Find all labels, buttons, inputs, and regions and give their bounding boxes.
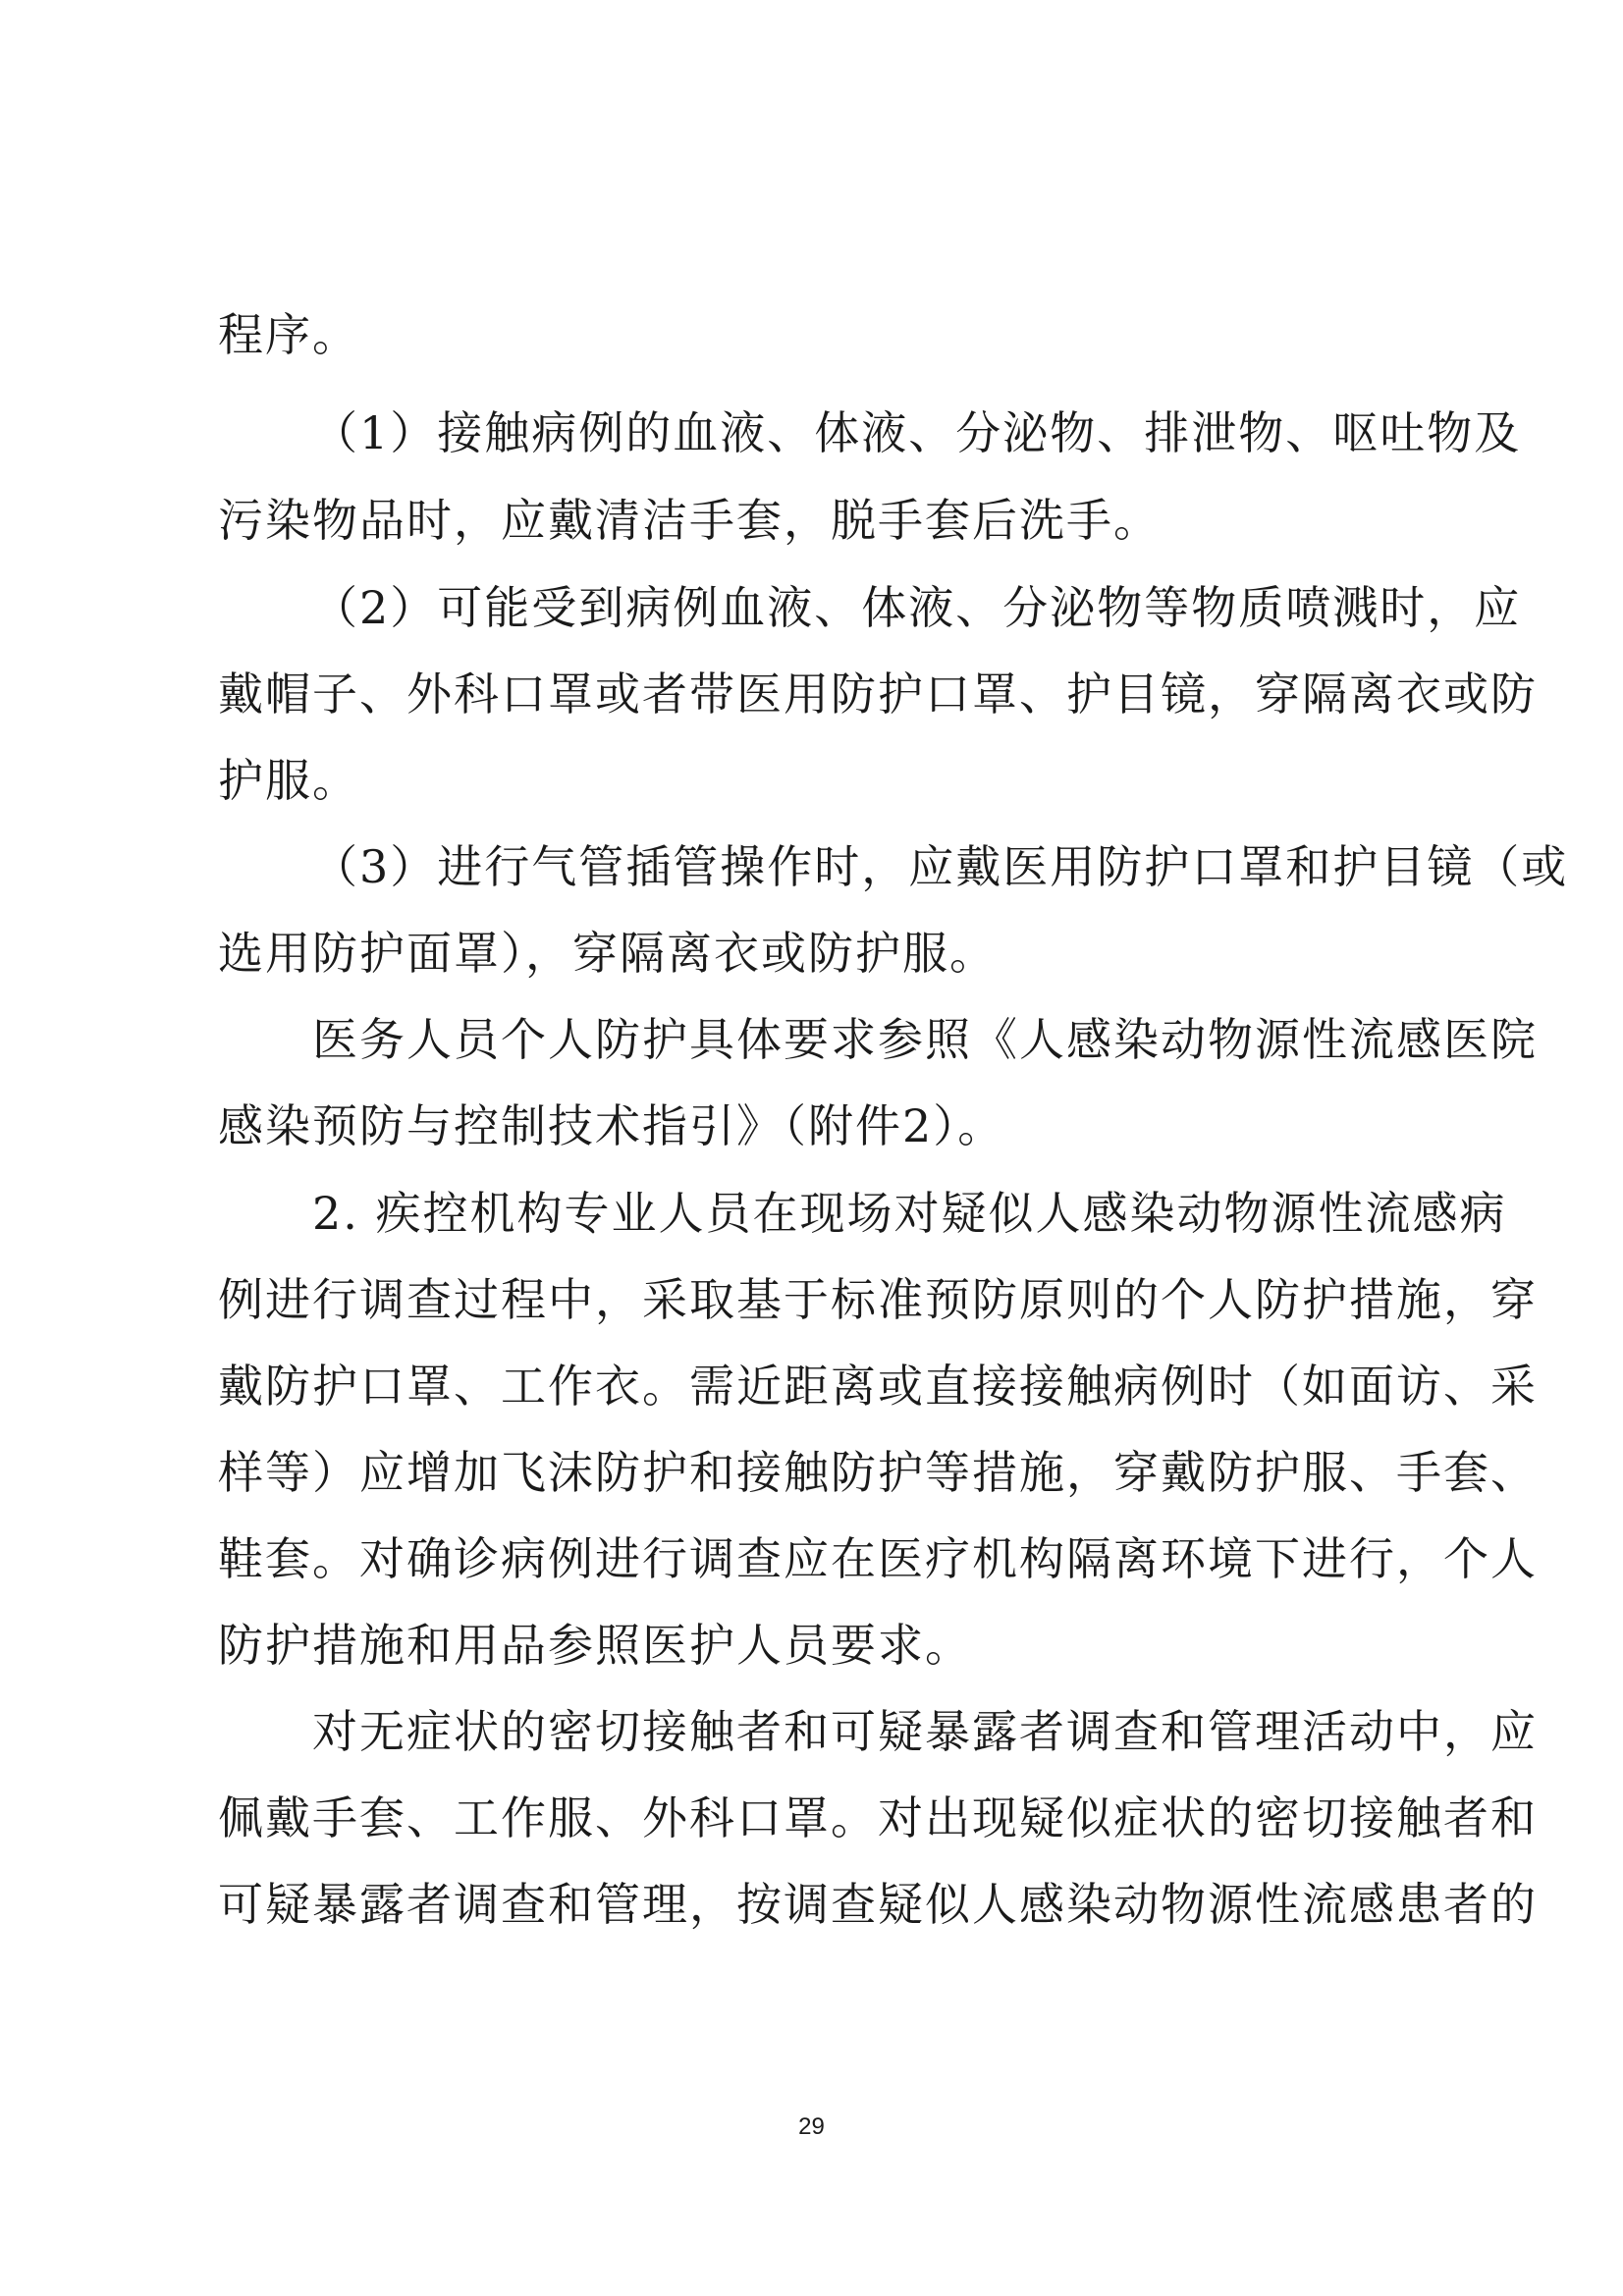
text-line: （1）接触病例的血液、体液、分泌物、排泄物、呕吐物及 [312, 406, 1522, 459]
text-line: 鞋套。对确诊病例进行调查应在医疗机构隔离环境下进行，个人 [218, 1532, 1538, 1585]
text-line: 戴防护口罩、工作衣。需近距离或直接接触病例时（如面访、采 [218, 1360, 1538, 1413]
text-line: 程序。 [218, 308, 359, 361]
text-line: 戴帽子、外科口罩或者带医用防护口罩、护目镜，穿隔离衣或防 [218, 667, 1538, 721]
text-line: 感染预防与控制技术指引》（附件2）。 [218, 1099, 1005, 1152]
text-line: 医务人员个人防护具体要求参照《人感染动物源性流感医院 [312, 1013, 1538, 1066]
page-number: 29 [798, 2113, 825, 2140]
text-line: 对无症状的密切接触者和可疑暴露者调查和管理活动中，应 [312, 1705, 1538, 1758]
text-line: 污染物品时，应戴清洁手套，脱手套后洗手。 [218, 494, 1161, 547]
text-line: 佩戴手套、工作服、外科口罩。对出现疑似症状的密切接触者和 [218, 1791, 1538, 1844]
text-line: 例进行调查过程中，采取基于标准预防原则的个人防护措施，穿 [218, 1273, 1538, 1326]
text-line: 样等）应增加飞沫防护和接触防护等措施，穿戴防护服、手套、 [218, 1446, 1538, 1499]
text-line: （2）可能受到病例血液、体液、分泌物等物质喷溅时，应 [312, 581, 1522, 634]
text-line: 2. 疾控机构专业人员在现场对疑似人感染动物源性流感病 [312, 1187, 1507, 1240]
text-line: 护服。 [218, 754, 359, 807]
text-line: 可疑暴露者调查和管理，按调查疑似人感染动物源性流感患者的 [218, 1878, 1538, 1931]
text-line: 选用防护面罩），穿隔离衣或防护服。 [218, 927, 997, 980]
text-line: （3）进行气管插管操作时，应戴医用防护口罩和护目镜（或 [312, 840, 1569, 893]
text-line: 防护措施和用品参照医护人员要求。 [218, 1619, 972, 1672]
